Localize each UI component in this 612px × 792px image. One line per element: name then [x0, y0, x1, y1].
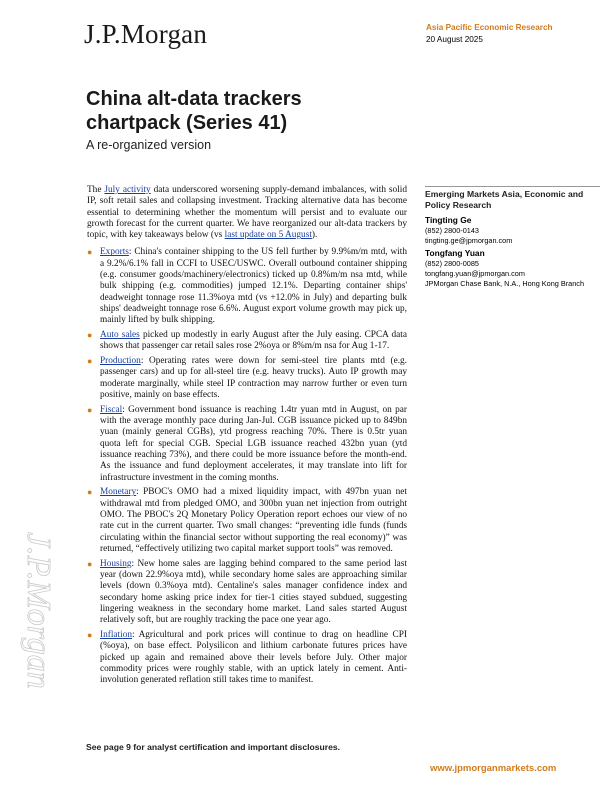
analyst-sidebar	[425, 186, 600, 289]
bullet-dot-icon: ●	[87, 247, 93, 258]
main-body	[87, 185, 407, 690]
takeaways-list	[87, 247, 407, 686]
topic-auto-sales[interactable]: Auto sales	[100, 330, 140, 341]
topic-inflation[interactable]: Inflation	[100, 629, 133, 640]
svg-text:J.P.Morgan: J.P.Morgan	[20, 532, 57, 689]
topic-exports[interactable]: Exports	[100, 247, 129, 258]
footer-url-link[interactable]: www.jpmorganmarkets.com	[430, 763, 557, 774]
bullet-dot-icon: ●	[87, 404, 93, 415]
disclosure-note: See page 9 for analyst certification and important disclosures.	[86, 742, 341, 752]
last-update-link[interactable]: last update on 5 August	[224, 230, 312, 241]
analyst-phone: (852) 2800-0085	[425, 259, 479, 268]
bullet-inflation: ● Inflation: Agricultural and pork prices will continue to drag on headline CPI (%oya), on base effect. Polysilicon and lithium carbonate futures prices have picked up again and remained above their levels before July. Other major commodity prices were roughly stable, with an uptick lately in cement. Anti-involution generated reflation still takes time to manifest.	[87, 629, 407, 686]
bullet-dot-icon: ●	[87, 356, 93, 367]
topic-housing[interactable]: Housing	[100, 558, 132, 569]
analyst-name: Tingting Ge	[425, 215, 472, 225]
bullet-dot-icon: ●	[87, 558, 93, 569]
topic-monetary[interactable]: Monetary	[100, 487, 137, 498]
analyst-name: Tongfang Yuan	[425, 248, 485, 258]
topic-production[interactable]: Production	[100, 356, 141, 367]
bullet-dot-icon: ●	[87, 629, 93, 640]
bullet-dot-icon: ●	[87, 330, 93, 341]
bullet-exports: ● Exports: China's container shipping to the US fell further by 9.9%m/m mtd, with a 9.2%/6.1% fall in CCFI to USEC/USWC. Overall outbound container shipping (e.g. consumer goods/machinery/electronics) ticked up 0.8%m/m nsa mtd, while bulk shipping (e.g. commodities) jumped 12.1%. Departing container ships' deadweight tonnage rose 11.3%oya mtd (vs +12.0% in July) and departing bulk ships' deadweight tonnage rose 6.6%. August export volume growth may pick up, mainly lifted by bulk shipping.	[87, 247, 407, 326]
july-activity-link[interactable]: July activity	[104, 185, 151, 195]
analyst-email[interactable]: tingting.ge@jpmorgan.com	[425, 236, 513, 245]
jpmorgan-logo: J.P.Morgan	[84, 19, 208, 49]
department-label: Asia Pacific Economic Research	[426, 23, 553, 32]
watermark-logo-icon	[0, 520, 93, 730]
report-subtitle: A re-organized version	[86, 138, 212, 152]
bullet-fiscal: ● Fiscal: Government bond issuance is reaching 1.4tr yuan mtd in August, on par with the average monthly pace during Jan-Jul. CGB issuance picked up to 849bn yuan (mainly general CGBs), ytd progress reaching 70%. There is 0.5tr yuan quota left for special CGB. Special LGB issuance reached 432bn yuan (ytd issuance reaching 73%), and there could be more issuance before the month-end. As the issuance and fund deployment accelerates, it may translate into lift for infrastructure investment in the coming months.	[87, 404, 407, 483]
analyst-phone: (852) 2800-0143	[425, 226, 479, 235]
report-title: China alt-data trackers chartpack (Series 41)	[86, 88, 302, 134]
research-group: Emerging Markets Asia, Economic and Policy Research	[425, 186, 600, 210]
topic-fiscal[interactable]: Fiscal	[100, 404, 123, 415]
bullet-housing: ● Housing: New home sales are lagging behind compared to the same period last year (down 22.9%oya mtd), while secondary home sales are approaching similar levels (down 0.3%oya mtd). Centaline's sales manager confidence index and secondary home asking price index for tier-1 cities stayed subdued, suggesting lingering weakness in the secondary home market. Land sales started August relatively soft, but are roughly tracking the pace one year ago.	[87, 558, 407, 626]
header-info	[426, 22, 553, 45]
bullet-production: ● Production: Operating rates were down for semi-steel tire plants mtd (e.g. passenger cars) and up for all-steel tire (e.g. heavy trucks). Auto IP growth may moderate marginally, while steel IP contraction may narrow further or even turn positive, mainly on base effects.	[87, 356, 407, 401]
analyst-card	[425, 215, 600, 246]
bullet-monetary: ● Monetary: PBOC's OMO had a mixed liquidity impact, with 497bn yuan net withdrawal mtd from pledged OMO, and 300bn yuan net injection from outright OMO. The PBOC's 2Q Monetary Policy Operation report echoes our view of no rate cut in the current quarter. Two small changes: “preventing idle funds (funds circulating within the financial sector without supporting the real economy)” was returned, “effectively utilizing two capital market support tools” was removed.	[87, 487, 407, 554]
analyst-email[interactable]: tongfang.yuan@jpmorgan.com	[425, 269, 525, 278]
bullet-dot-icon: ●	[87, 487, 93, 498]
analyst-card	[425, 248, 600, 289]
intro-paragraph: The July activity data underscored worsening supply-demand imbalances, with solid IP, soft retail sales and collapsing investment. Tracking alternative data has become essential to determining whether the momentum will persist and to evaluate our growth forecast for the current quarter. We have reorganized our alt-data trackers by topic, with key takeaways below (vs last update on 5 August).	[87, 185, 407, 241]
bullet-auto-sales: ● Auto sales picked up modestly in early August after the July easing. CPCA data shows that passenger car retail sales rose 2%oya or 8%m/m nsa for Aug 1-17.	[87, 330, 407, 352]
report-date: 20 August 2025	[426, 34, 483, 44]
analyst-entity: JPMorgan Chase Bank, N.A., Hong Kong Branch	[425, 279, 584, 288]
